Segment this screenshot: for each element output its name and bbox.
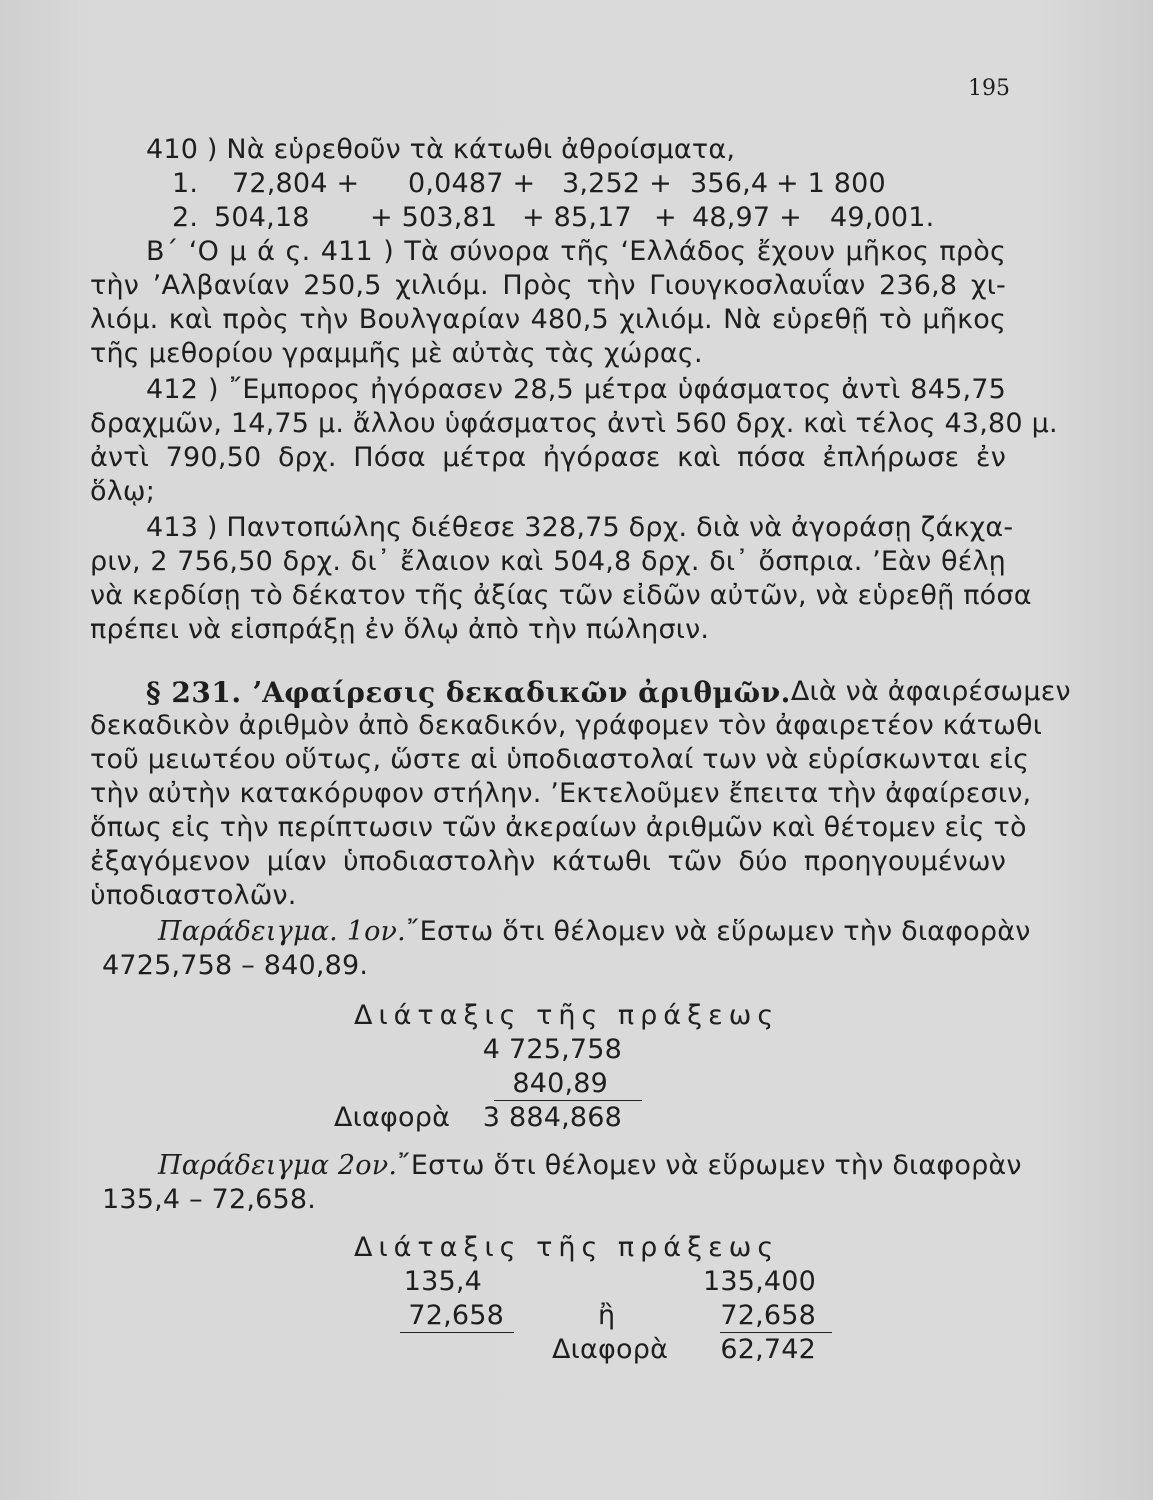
- example-expression: 135,4 – 72,658.: [102, 1184, 317, 1215]
- item-number: 1.: [172, 168, 199, 199]
- exercise-413-line: 413 ) Παντοπώλης διέθεσε 328,75 δρχ. διὰ νὰ ἀγοράσῃ ζάκχα-: [146, 512, 1014, 543]
- exercise-411-line: τῆς μεθορίου γραμμῆς μὲ αὐτὰς τὰς χώρας.: [90, 338, 703, 369]
- difference-result: 62,742: [720, 1334, 816, 1365]
- difference-result: 3 884,868: [482, 1102, 622, 1133]
- subtrahend: 840,89: [512, 1068, 608, 1099]
- addend: 356,4: [690, 168, 769, 199]
- plus-sign: +: [654, 202, 677, 233]
- item-number: 2.: [172, 202, 199, 233]
- addend: 0,0487 +: [408, 168, 536, 199]
- right-minuend: 135,400: [702, 1266, 816, 1297]
- exercise-412-line: δραχμῶν, 14,75 μ. ἄλλου ὑφάσματος ἀντὶ 560 δρχ. καὶ τέλος 43,80 μ.: [90, 408, 1058, 439]
- example-1-line: [158, 916, 1031, 947]
- addend: + 85,17: [522, 202, 632, 233]
- right-subtrahend: 72,658: [720, 1300, 816, 1331]
- exercise-411-line: τὴν ʼΑλβανίαν 250,5 χιλιόμ. Πρὸς τὴν Γιουγκοσλαυΐαν 236,8 χι-: [90, 270, 1006, 301]
- addend: 504,18: [214, 202, 310, 233]
- exercise-412-line: 412 ) ῎Εμπορος ἠγόρασεν 28,5 μέτρα ὑφάσματος ἀντὶ 845,75: [146, 374, 1006, 405]
- section-231-line: τὴν αὐτὴν κατακόρυφον στήλην. ʼΕκτελοῦμεν ἔπειτα τὴν ἀφαίρεσιν,: [90, 778, 1032, 809]
- left-subtrahend: 72,658: [408, 1300, 504, 1331]
- left-minuend: 135,4: [403, 1266, 482, 1297]
- difference-label: Διαφορὰ: [334, 1102, 451, 1133]
- or-word: ἢ: [598, 1300, 616, 1331]
- exercise-413-line: πρέπει νὰ εἰσπράξῃ ἐν ὅλῳ ἀπὸ τὴν πώλησιν.: [90, 614, 710, 645]
- example-text: ῎Εστω ὅτι θέλομεν νὰ εὕρωμεν τὴν διαφορὰν: [405, 916, 1031, 947]
- exercise-410-intro: 410 ) Νὰ εὑρεθοῦν τὰ κάτωθι ἀθροίσματα,: [146, 134, 736, 165]
- left-subtraction-rule: [400, 1332, 514, 1333]
- section-231-line: ὑποδιαστολῶν.: [90, 880, 297, 911]
- exercise-411-line: Β΄ ʻΟ μ ά ς. 411 ) Τὰ σύνορα τῆς ʻΕλλάδος ἔχουν μῆκος πρὸς: [146, 236, 1006, 267]
- section-231-line: ὅπως εἰς τὴν περίπτωσιν τῶν ἀκεραίων ἀριθμῶν καὶ θέτομεν εἰς τὸ: [90, 812, 1027, 843]
- subtraction-rule: [494, 1100, 642, 1101]
- addend: + 503,81: [370, 202, 498, 233]
- example-label: Παράδειγμα 2ον.: [158, 1150, 398, 1181]
- minuend: 4 725,758: [482, 1034, 622, 1065]
- section-231-first-line: [146, 676, 1071, 709]
- exercise-412-line: ἀντὶ 790,50 δρχ. Πόσα μέτρα ἠγόρασε καὶ πόσα ἐπλήρωσε ἐν: [90, 442, 1006, 473]
- layout-title: Διάταξις τῆς πράξεως: [354, 1232, 780, 1263]
- section-heading: § 231. ʼΑφαίρεσις δεκαδικῶν ἀριθμῶν.: [146, 676, 791, 709]
- addend: + 1 800: [776, 168, 886, 199]
- addend: 72,804 +: [232, 168, 360, 199]
- exercise-413-line: νὰ κερδίσῃ τὸ δέκατον τῆς ἀξίας τῶν εἰδῶν αὐτῶν, νὰ εὑρεθῇ πόσα: [90, 580, 1032, 611]
- exercise-413-line: ριν, 2 756,50 δρχ. δι᾽ ἔλαιον καὶ 504,8 δρχ. δι᾽ ὄσπρια. ʼΕὰν θέλῃ: [90, 546, 1006, 577]
- section-231-line: ἐξαγόμενον μίαν ὑποδιαστολὴν κάτωθι τῶν δύο προηγουμένων: [90, 846, 1006, 877]
- exercise-411-line: λιόμ. καὶ πρὸς τὴν Βουλγαρίαν 480,5 χιλιόμ. Νὰ εὑρεθῇ τὸ μῆκος: [90, 304, 1006, 335]
- example-text: ῎Εστω ὅτι θέλομεν νὰ εὕρωμεν τὴν διαφορὰν: [397, 1150, 1022, 1181]
- addend: 3,252 +: [562, 168, 672, 199]
- section-231-line: δεκαδικὸν ἀριθμὸν ἀπὸ δεκαδικόν, γράφομεν τὸν ἀφαιρετέον κάτωθι: [90, 710, 1043, 741]
- example-2-line: [158, 1150, 1022, 1181]
- right-subtraction-rule: [720, 1332, 832, 1333]
- page-number: 195: [968, 76, 1010, 101]
- section-231-line: τοῦ μειωτέου οὕτως, ὥστε αἱ ὑποδιαστολαί των νὰ εὑρίσκωνται εἰς: [90, 744, 1030, 775]
- exercise-412-line: ὅλῳ;: [90, 476, 156, 507]
- addend: 48,97 +: [692, 202, 802, 233]
- example-expression: 4725,758 – 840,89.: [102, 950, 369, 981]
- addend: 49,001.: [830, 202, 935, 233]
- example-label: Παράδειγμα. 1ον.: [158, 916, 406, 947]
- layout-title: Διάταξις τῆς πράξεως: [354, 1000, 780, 1031]
- section-231-text: Διὰ νὰ ἀφαιρέσωμεν: [790, 676, 1071, 707]
- difference-label: Διαφορὰ: [552, 1334, 669, 1365]
